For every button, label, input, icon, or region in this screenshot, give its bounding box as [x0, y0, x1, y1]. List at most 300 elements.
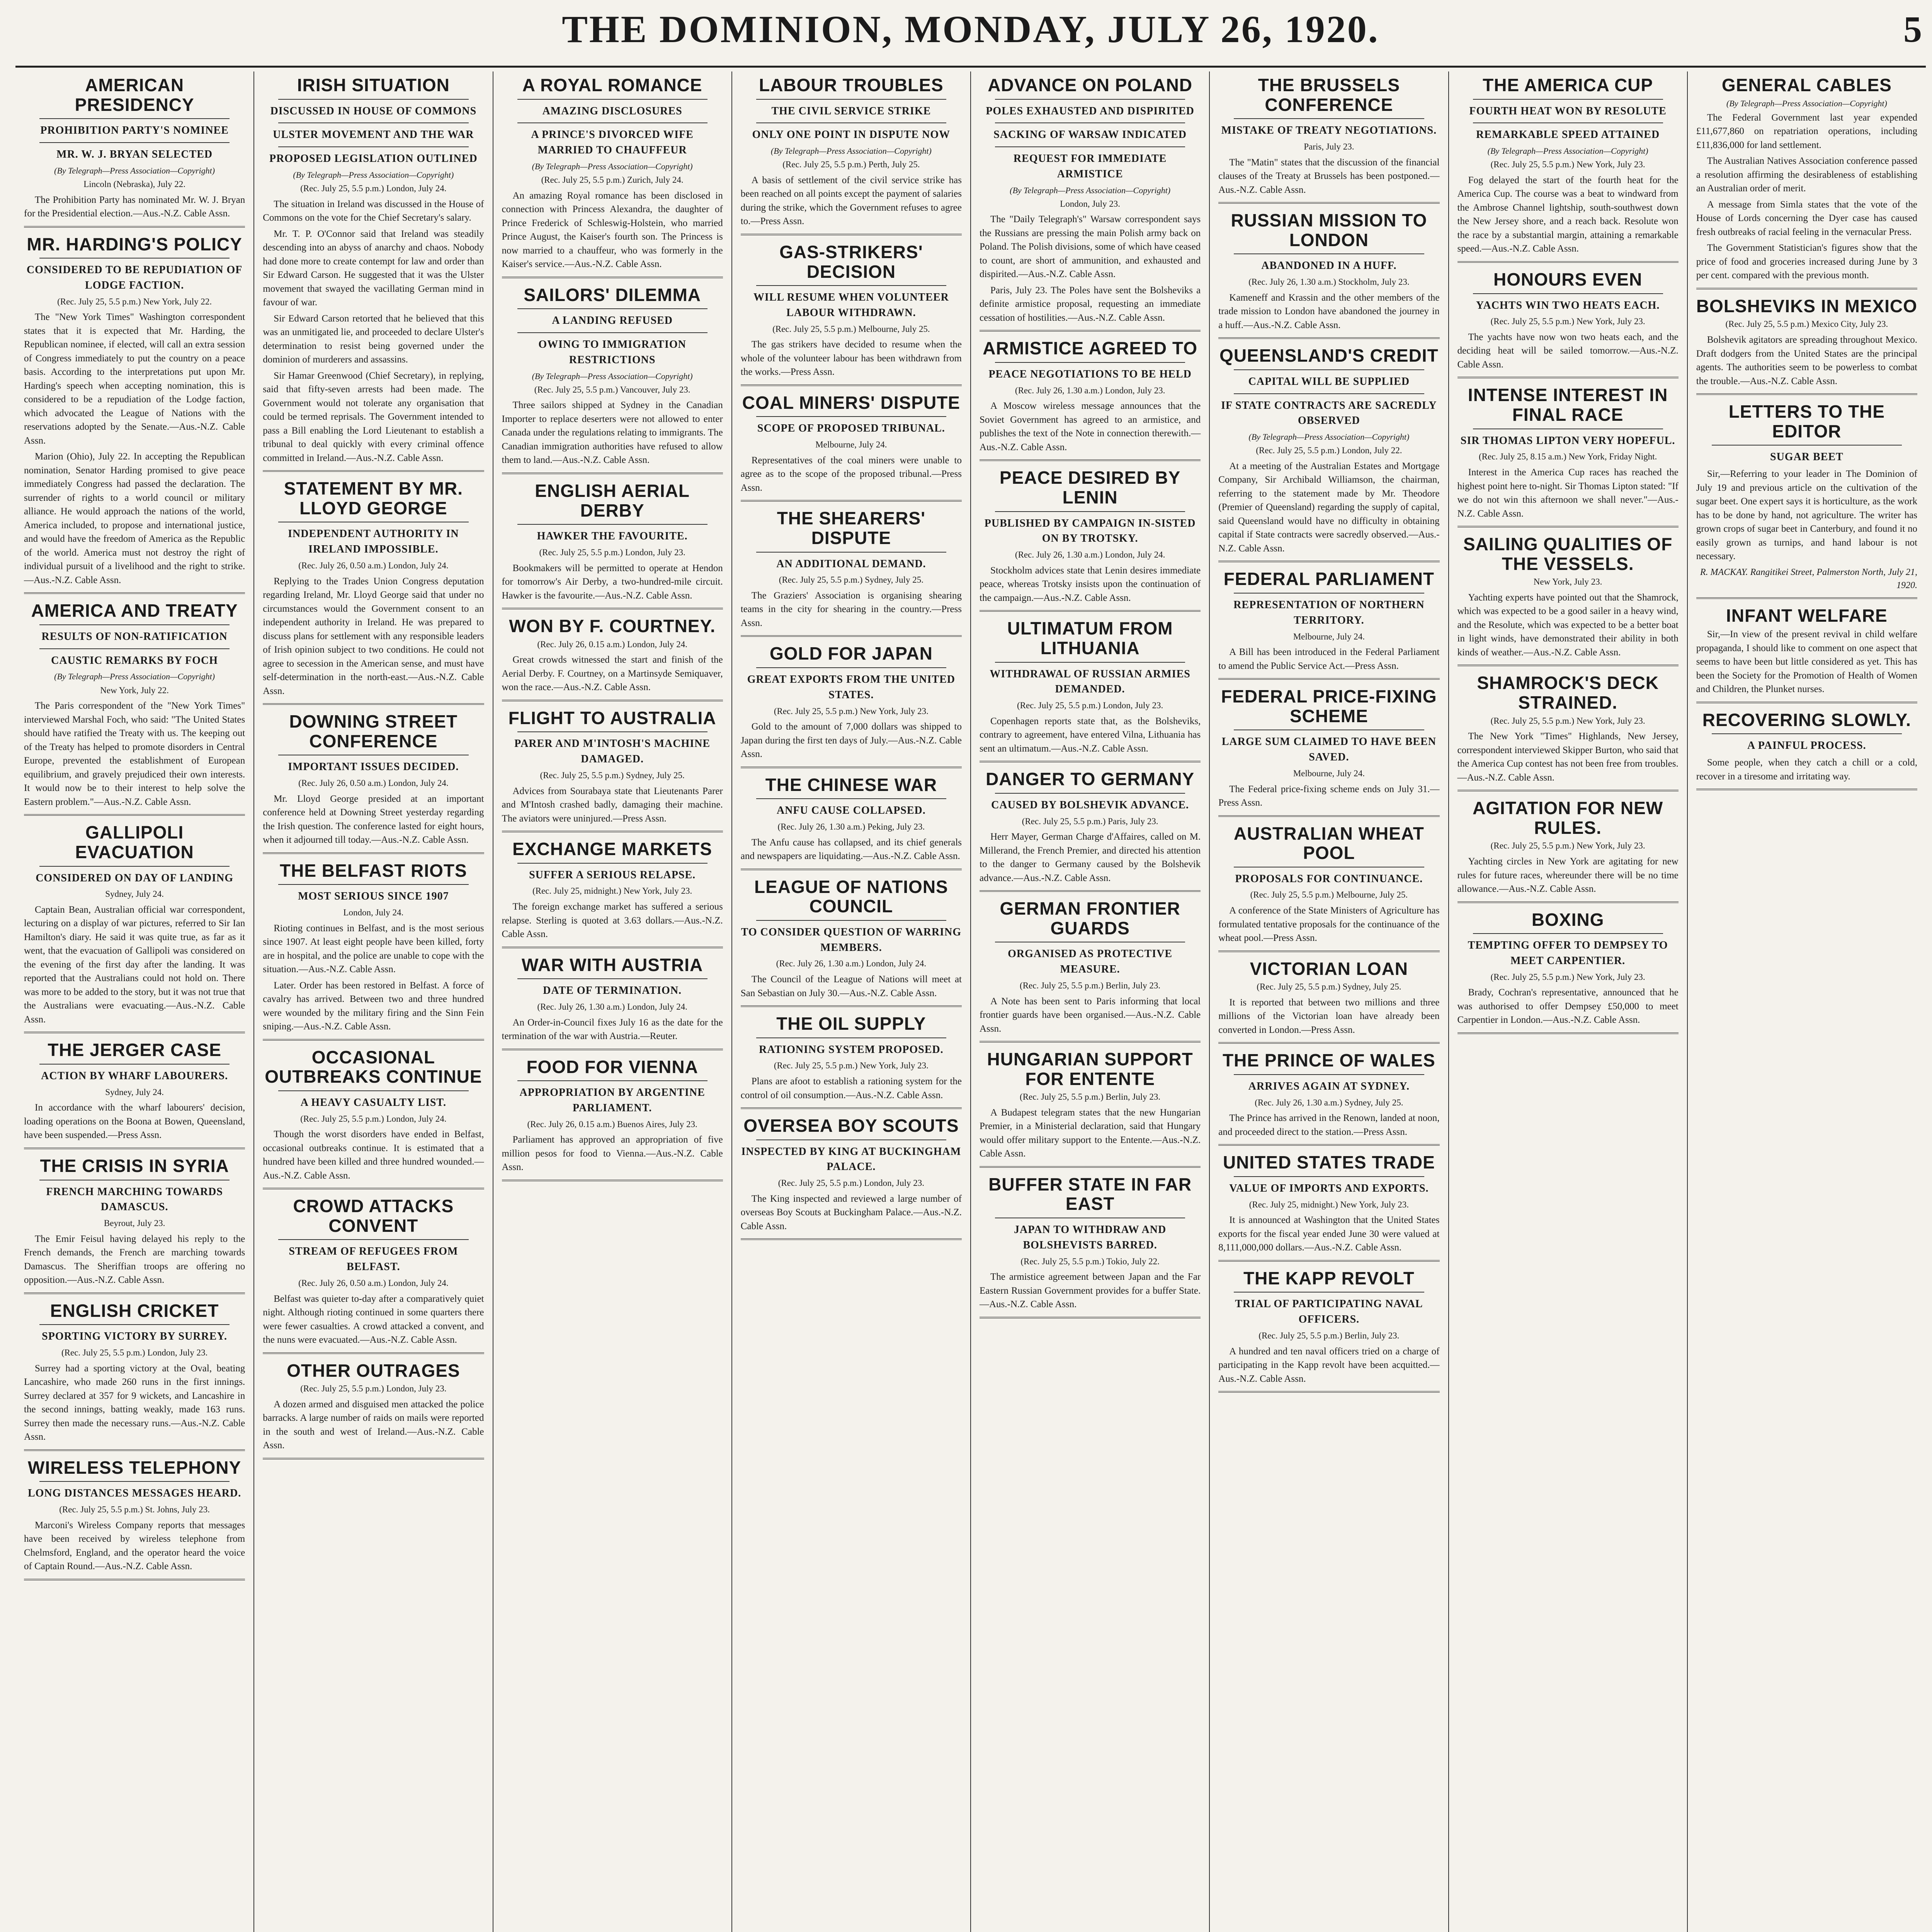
article-source: (By Telegraph—Press Association—Copyright) [1248, 432, 1410, 442]
article-headline: THE BRUSSELS CONFERENCE [1258, 75, 1400, 115]
article-subheading: MISTAKE OF TREATY NEGOTIATIONS. [1221, 124, 1437, 137]
article-headline: FEDERAL PARLIAMENT [1223, 569, 1435, 589]
article-dateline: (Rec. July 25, 5.5 p.m.) London, July 23. [1017, 701, 1163, 711]
article-divider [24, 1579, 245, 1580]
article-dateline: (Rec. July 26, 1.30 a.m.) Peking, July 23. [777, 822, 925, 832]
article-dateline: (Rec. July 25, 5.5 p.m.) Berlin, July 23. [1259, 1330, 1400, 1340]
article-subheading: PROPOSALS FOR CONTINUANCE. [1235, 872, 1423, 885]
article-paragraph: The Federal price-fixing scheme ends on July 31.—Press Assn. [1218, 784, 1440, 808]
article-paragraph: Marion (Ohio), July 22. In accepting the Republican nomination, Senator Harding promised to give peace immediately Congress had passed the declaration. The surrender of rights to a world council or military alliance. He would approach the nations of the world, America included, to propose and international justice, and would have the freedom of America as the Republic of the world. America must not destroy the right of individual pursuit of a livelihood and the right to strike.—Aus.-N.Z. Cable Assn. [24, 451, 245, 585]
article-subheading: INSPECTED BY KING AT BUCKINGHAM PALACE. [741, 1145, 961, 1173]
article-subheading: SPORTING VICTORY BY SURREY. [42, 1330, 228, 1343]
article-dateline: (Rec. July 25, 5.5 p.m.) New York, July 23. [1490, 160, 1645, 170]
article-paragraph: In accordance with the wharf labourers' decision, loading operations on the Boona at Bowen, Queensland, have been suspended.—Press Assn. [24, 1102, 245, 1141]
article-dateline: Melbourne, July 24. [815, 440, 887, 450]
article-divider [1218, 561, 1439, 562]
article-dateline: Lincoln (Nebraska), July 22. [83, 179, 186, 189]
article-source: (By Telegraph—Press Association—Copyright) [532, 161, 693, 171]
article-headline: LETTERS TO THE EDITOR [1728, 401, 1885, 441]
article-headline: AMERICA AND TREATY [31, 600, 238, 621]
article-paragraph: Herr Mayer, German Charge d'Affaires, called on M. Millerand, the French Premier, and directed his attention to the danger to Germany caused by the Bolshevik advance.—Aus.-N.Z. Cable Assn. [980, 832, 1201, 883]
article-divider [263, 1188, 484, 1189]
article-dateline: (Rec. July 26, 1.30 a.m.) Sydney, July 25. [1255, 1097, 1403, 1107]
article-body [1218, 904, 1439, 945]
article-paragraph: A Bill has been introduced in the Federal Parliament to amend the Public Service Act.—Press Assn. [1218, 647, 1440, 671]
article-divider [741, 1005, 962, 1007]
headline-rule [1234, 1292, 1424, 1293]
article-dateline: (Rec. July 25, 5.5 p.m.) New York, July 23. [774, 1061, 929, 1071]
article-subheading: DATE OF TERMINATION. [543, 985, 682, 997]
article-headline: FLIGHT TO AUSTRALIA [508, 707, 716, 728]
article [741, 1014, 962, 1109]
headline-rule [1234, 1074, 1424, 1075]
article-body [24, 1232, 245, 1287]
article-headline: STATEMENT BY MR. LLOYD GEORGE [284, 478, 463, 518]
article-headline: COAL MINERS' DISPUTE [742, 392, 960, 413]
article [1458, 534, 1679, 666]
article [1218, 75, 1439, 204]
headline-rule [39, 1064, 230, 1065]
article [1458, 673, 1679, 791]
article-dateline: (Rec. July 25, 5.5 p.m.) London, July 23. [61, 1348, 208, 1357]
column-8 [1688, 71, 1926, 1932]
article-headline: ADVANCE ON POLAND [988, 75, 1193, 95]
article-paragraph: The Government Statistician's figures show that the price of food and groceries increased during June by 3 per cent. compared with the previous month. [1696, 243, 1917, 281]
article-body [1218, 782, 1439, 810]
article-dateline: (Rec. July 26, 1.30 a.m.) London, July 24. [537, 1002, 687, 1012]
article [980, 1049, 1201, 1168]
article-divider [24, 1449, 245, 1451]
article-source: (By Telegraph—Press Association—Copyright) [1010, 185, 1171, 195]
article-headline: MR. HARDING'S POLICY [27, 234, 242, 254]
article-divider [1218, 951, 1439, 952]
article-headline: OVERSEA BOY SCOUTS [743, 1116, 959, 1136]
article [502, 616, 723, 701]
article-divider [1458, 377, 1679, 378]
article [1218, 959, 1439, 1044]
article-headline: DANGER TO GERMANY [986, 769, 1195, 789]
article-subheading: RATIONING SYSTEM PROPOSED. [759, 1043, 944, 1056]
article-body [1458, 466, 1679, 520]
article-body [741, 720, 962, 761]
article-body [1458, 330, 1679, 372]
article-divider [1218, 202, 1439, 204]
article-subheading: ACTION BY WHARF LABOURERS. [41, 1070, 228, 1082]
headline-rule [1473, 933, 1663, 934]
article-divider [502, 608, 723, 609]
article-divider [1696, 393, 1917, 395]
headline-rule [1234, 1176, 1424, 1177]
article-body [980, 1270, 1201, 1311]
article-paragraph: The Australian Natives Association conference passed a resolution affirming the desirableness of establishing an Australian order of merit. [1696, 156, 1917, 194]
headline-rule [995, 793, 1185, 794]
column-5 [971, 71, 1210, 1932]
article-body [502, 189, 723, 271]
column-1 [15, 71, 254, 1932]
article-body [24, 193, 245, 221]
article-subheading: SACKING OF WARSAW INDICATED [993, 129, 1187, 141]
headline-rule [39, 118, 230, 119]
article-subheading: IF STATE CONTRACTS ARE SACREDLY OBSERVED [1221, 399, 1437, 427]
article-paragraph: Sir,—In view of the present revival in child welfare propaganda, I should like to comment on one aspect that seems to have been but little considered as yet. This has been the Society for the Promotion of Health of Women and Children, the Plunket nurses. [1696, 629, 1917, 695]
article-headline: VICTORIAN LOAN [1250, 958, 1408, 979]
article [1218, 346, 1439, 562]
article [741, 242, 962, 386]
article-dateline: London, July 24. [343, 908, 404, 918]
article-headline: A ROYAL ROMANCE [522, 75, 702, 95]
page-number: 5 [1903, 9, 1922, 50]
article-paragraph: At a meeting of the Australian Estates and Mortgage Company, Sir Archibald Williamson, the chairman, referring to the statement made by Mr. Theodore (Premier of Queensland) regarding the supply of capital, said Queensland would have no difficulty in obtaining capital if State contracts were sacredly observed.—Aus.-N.Z. Cable Assn. [1218, 461, 1440, 554]
article-dateline: (Rec. July 26, 1.30 a.m.) London, July 24. [776, 959, 927, 969]
article-dateline: (Rec. July 26, 0.50 a.m.) London, July 24. [298, 1278, 449, 1288]
article-paragraph: The foreign exchange market has suffered a serious relapse. Sterling is quoted at 3.63 dollars.—Aus.-N.Z. Cable Assn. [502, 901, 723, 940]
article [980, 75, 1201, 332]
article-divider [980, 890, 1201, 892]
article-paragraph: Replying to the Trades Union Congress deputation regarding Ireland, Mr. Lloyd George said that under no circumstances would the Government consent to an independent authority in Ireland. He was prepared to discuss plans for settlement with any responsible leaders of Irish opinion subject to two conditions. He could not agree to secession in the American sense, and must have self-determination in the north-east.—Aus.-N.Z. Cable Assn. [263, 576, 484, 696]
article-subheading: A HEAVY CASUALTY LIST. [300, 1096, 447, 1109]
article-body [1696, 333, 1917, 388]
article-subheading: REMARKABLE SPEED ATTAINED [1476, 129, 1660, 141]
article-dateline: (Rec. July 25, 5.5 p.m.) Berlin, July 23. [1020, 1092, 1161, 1102]
article-headline: INFANT WELFARE [1726, 605, 1888, 626]
article [502, 1057, 723, 1181]
article-paragraph: Later. Order has been restored in Belfast. A force of cavalry has arrived. Between two and three hundred were wounded by the military firing and the Sinn Fein sniping.—Aus.-N.Z. Cable Assn. [263, 980, 484, 1032]
headline-rule [1234, 393, 1424, 394]
article-subheading: YACHTS WIN TWO HEATS EACH. [1476, 299, 1660, 311]
article-subheading: HAWKER THE FAVOURITE. [537, 530, 688, 543]
article [741, 509, 962, 637]
article [1696, 402, 1917, 599]
article-paragraph: Kameneff and Krassin and the other members of the trade mission to London have abandoned the journey in a huff.—Aus.-N.Z. Cable Assn. [1218, 292, 1440, 330]
article-source: (By Telegraph—Press Association—Copyright) [293, 170, 454, 180]
article-subheading: PUBLISHED BY CAMPAIGN IN-SISTED ON BY TROTSKY. [984, 517, 1196, 545]
article-dateline: (Rec. July 25, 5.5 p.m.) Sydney, July 25. [1257, 982, 1401, 992]
article-subheading: CONSIDERED TO BE REPUDIATION OF LODGE FACTION. [26, 264, 243, 291]
article-headline: LEAGUE OF NATIONS COUNCIL [754, 876, 948, 917]
article [502, 839, 723, 948]
article-headline: HUNGARIAN SUPPORT FOR ENTENTE [987, 1049, 1193, 1089]
article-body [741, 454, 962, 495]
headline-rule [1712, 445, 1902, 446]
article-paragraph: A dozen armed and disguised men attacked the police barracks. A large number of raids on mails were reported in the south and west of Ireland.—Aus.-N.Z. Cable Assn. [263, 1399, 484, 1451]
article-divider [502, 1049, 723, 1050]
article-body [1696, 111, 1917, 282]
article-headline: WON BY F. COURTNEY. [509, 616, 716, 636]
article-divider [502, 1180, 723, 1181]
article-subheading: THE CIVIL SERVICE STRIKE [771, 105, 931, 117]
article-body [1458, 730, 1679, 784]
headline-rule [756, 920, 946, 921]
article-divider [263, 852, 484, 854]
article [980, 619, 1201, 762]
article-divider [1218, 1260, 1439, 1262]
article [1218, 687, 1439, 816]
article-headline: RUSSIAN MISSION TO LONDON [1231, 210, 1427, 250]
article [24, 75, 245, 228]
article-subheading: SUFFER A SERIOUS RELAPSE. [529, 869, 696, 881]
article-headline: WIRELESS TELEPHONY [28, 1457, 242, 1478]
article-paragraph: An amazing Royal romance has been disclosed in connection with Princess Alexandra, the daughter of Prince Frederick of Schleswig-Holstein, who married Prince August, the Kaiser's fourth son. The Princess is now married to a chauffeur, who was formerly in the Kaiser's service.—Aus.-N.Z. Cable Assn. [502, 190, 723, 270]
article-headline: OCCASIONAL OUTBREAKS CONTINUE [265, 1047, 482, 1087]
article-paragraph: A hundred and ten naval officers tried on a charge of participating in the Kapp revolt have been acquitted.—Aus.-N.Z. Cable Assn. [1218, 1346, 1440, 1384]
article-paragraph: The "Matin" states that the discussion of the financial clauses of the Treaty at Brussels has been postponed.—Aus.-N.Z. Cable Assn. [1218, 157, 1440, 195]
article-divider [1696, 702, 1917, 703]
column-4 [732, 71, 971, 1932]
article [24, 823, 245, 1033]
article-dateline: (Rec. July 25, 5.5 p.m.) New York, July 23. [1490, 841, 1645, 851]
article-body [263, 197, 484, 465]
article-paragraph: A Budapest telegram states that the new Hungarian Premier, in a Ministerial declaration, said that Hungary would offer military support to the Entente.—Aus.-N.Z. Cable Assn. [980, 1107, 1201, 1159]
article-body [1696, 756, 1917, 783]
article [263, 1196, 484, 1354]
article-dateline: (Rec. July 25, 5.5 p.m.) Vancouver, July 23. [534, 384, 690, 395]
headline-rule [995, 362, 1185, 363]
headline-rule [278, 146, 468, 147]
article-divider [1458, 790, 1679, 791]
headline-rule [756, 285, 946, 286]
article-divider [263, 470, 484, 472]
article-headline: PEACE DESIRED BY LENIN [999, 468, 1181, 508]
headline-rule [1234, 118, 1424, 119]
article-dateline: New York, July 22. [100, 685, 169, 695]
article-body [1458, 591, 1679, 660]
headline-rule [1473, 99, 1663, 100]
article-paragraph: The Graziers' Association is organising shearing teams in the city for shearing in the country.—Press Assn. [740, 590, 962, 628]
article-paragraph: Three sailors shipped at Sydney in the Canadian Importer to replace deserters were not allowed to enter Canada under the regulations relating to immigrants. The Canadian immigration authorities have refused to allow them to land.—Aus.-N.Z. Cable Assn. [502, 400, 723, 466]
headline-rule [1234, 253, 1424, 254]
article-headline: ARMISTICE AGREED TO [983, 338, 1197, 359]
article [502, 708, 723, 832]
headline-rule [39, 648, 230, 649]
headline-rule [278, 1239, 468, 1240]
newspaper-columns [15, 71, 1926, 1932]
article-headline: GENERAL CABLES [1721, 75, 1892, 95]
article-paragraph: The armistice agreement between Japan and the Far Eastern Russian Government provides for a buffer State.—Aus.-N.Z. Cable Assn. [980, 1272, 1201, 1310]
article-subheading: ONLY ONE POINT IN DISPUTE NOW [752, 129, 951, 141]
article-body [741, 836, 962, 863]
headline-rule [517, 1080, 707, 1081]
article-paragraph: The yachts have now won two heats each, and the deciding heat will be sailed tomorrow.—Aus.-N.Z. Cable Assn. [1457, 332, 1679, 370]
article-divider [980, 610, 1201, 612]
article-body [741, 338, 962, 379]
article [24, 235, 245, 594]
newspaper-title: THE DOMINION, MONDAY, JULY 26, 1920. [562, 8, 1379, 51]
article-paragraph: The "New York Times" Washington correspondent states that it is expected that Mr. Harding, the Republican nominee, if elected, will call an extra session of Congress immediately to put the country on a peace basis. According to the interpretations put upon Mr. Harding's speech when accepting nomination, this is considered to be a repudiation of the Lodge faction, which advocated the League of Nations with the reservations adopted by the Senate.—Aus.-N.Z. Cable Assn. [24, 312, 245, 446]
article-subheading: PROPOSED LEGISLATION OUTLINED [269, 153, 478, 165]
article-subheading: RESULTS OF NON-RATIFICATION [41, 630, 228, 643]
article-headline: AGITATION FOR NEW RULES. [1473, 798, 1663, 838]
article-headline: THE SHEARERS' DISPUTE [777, 508, 926, 548]
article-headline: FOOD FOR VIENNA [526, 1056, 698, 1077]
article-dateline: (Rec. July 25, 5.5 p.m.) New York, July 22. [57, 296, 212, 306]
headline-rule [517, 332, 707, 333]
article [24, 1156, 245, 1294]
article-paragraph: It is announced at Washington that the United States exports for the fiscal year ended June 30 were valued at 8,111,000,000 dollars.—Aus.-N.Z. Cable Assn. [1218, 1215, 1440, 1253]
article-dateline: (Rec. July 25, 5.5 p.m.) Sydney, July 25. [540, 770, 685, 780]
article-subheading: JAPAN TO WITHDRAW AND BOLSHEVISTS BARRED. [1014, 1224, 1167, 1251]
article-divider [1458, 261, 1679, 263]
article-divider [502, 277, 723, 278]
article-divider [263, 703, 484, 705]
article-headline: THE OIL SUPPLY [776, 1014, 926, 1034]
article-dateline: (Rec. July 25, 5.5 p.m.) Zurich, July 24. [541, 175, 684, 185]
article-subheading: REPRESENTATION OF NORTHERN TERRITORY. [1233, 599, 1425, 626]
article-paragraph: Representatives of the coal miners were unable to agree as to the scope of the proposed tribunal.—Press Assn. [740, 455, 962, 493]
article-divider [980, 761, 1201, 762]
article-paragraph: Yachting experts have pointed out that the Shamrock, which was expected to be a good sailer in a heavy wind, and the Resolute, which was expected to be a better boat in light winds, have demonstrated their ability in both kinds of weather.—Aus.-N.Z. Cable Assn. [1457, 592, 1679, 658]
article-paragraph: Yachting circles in New York are agitating for new rules for future races, whereunder there will be no time allowance.—Aus.-N.Z. Cable Assn. [1457, 856, 1679, 895]
article-body [741, 173, 962, 228]
article-paragraph: Gold to the amount of 7,000 dollars was shipped to Japan during the first ten days of July.—Aus.-N.Z. Cable Assn. [740, 721, 962, 760]
article-headline: AMERICAN PRESIDENCY [75, 75, 194, 115]
article-headline: SHAMROCK'S DECK STRAINED. [1477, 673, 1659, 713]
article-body [24, 699, 245, 809]
article-headline: WAR WITH AUSTRIA [522, 954, 703, 975]
article-dateline: (Rec. July 25, 5.5 p.m.) New York, July 23. [1490, 972, 1645, 982]
article [980, 899, 1201, 1043]
article-body [980, 714, 1201, 756]
article-paragraph: The Council of the League of Nations will meet at San Sebastian on July 30.—Aus.-N.Z. Cable Assn. [740, 974, 962, 998]
article-paragraph: Interest in the America Cup races has reached the highest point here to-night. Sir Thomas Lipton stated: "If we do not win this afternoon we shall never."—Aus.-N.Z. Cable Assn. [1457, 467, 1679, 519]
headline-rule [517, 731, 707, 732]
article-body [502, 1133, 723, 1174]
article-divider [1458, 665, 1679, 666]
article-divider [502, 831, 723, 832]
article-divider [741, 767, 962, 768]
article-body [263, 1128, 484, 1182]
article-headline: RECOVERING SLOWLY. [1702, 709, 1911, 730]
article-paragraph: Brady, Cochran's representative, announced that he was authorised to offer Dempsey £50,000 to meet Carpentier in London.—Aus.-N.Z. Cable Assn. [1457, 987, 1679, 1026]
article-subheading: GREAT EXPORTS FROM THE UNITED STATES. [747, 673, 956, 701]
article-body [1218, 1345, 1439, 1386]
article-body [980, 830, 1201, 885]
headline-rule [1473, 293, 1663, 294]
article-paragraph: Bolshevik agitators are spreading throughout Mexico. Draft dodgers from the United States are the principal agents. The authorities seem to be powerless to combat the trouble.—Aus.-N.Z. Cable Assn. [1696, 335, 1917, 386]
article-body [980, 213, 1201, 325]
headline-rule [756, 667, 946, 668]
article-headline: THE CRISIS IN SYRIA [40, 1155, 229, 1176]
article-dateline: Melbourne, July 24. [1293, 768, 1365, 778]
article-divider [1218, 337, 1439, 339]
article-body [741, 1192, 962, 1233]
article-headline: AUSTRALIAN WHEAT POOL [1233, 823, 1424, 863]
article-divider [263, 1458, 484, 1459]
article-divider [1696, 789, 1917, 790]
article-body [1218, 645, 1439, 673]
article-subheading: SIR THOMAS LIPTON VERY HOPEFUL. [1460, 434, 1675, 447]
article-headline: EXCHANGE MARKETS [512, 839, 713, 859]
article-body [1218, 1213, 1439, 1255]
article-paragraph: Sir Hamar Greenwood (Chief Secretary), in replying, said that fifty-seven arrests had been made. The Government would not tolerate any organisation that could be termed reprisals. The Government intended to pass a Bill enabling the Lord Lieutenant to establish a tribunal to deal quickly with every criminal offence committed in Ireland.—Aus.-N.Z. Cable Assn. [263, 370, 484, 463]
article-subheading: MR. W. J. BRYAN SELECTED [56, 148, 213, 160]
article-divider [502, 473, 723, 474]
article-body [1218, 459, 1439, 556]
article-body [1696, 628, 1917, 696]
article-subheading: STREAM OF REFUGEES FROM BELFAST. [289, 1245, 458, 1273]
article-subheading: ARRIVES AGAIN AT SYDNEY. [1248, 1080, 1410, 1092]
article-headline: GERMAN FRONTIER GUARDS [1000, 898, 1180, 938]
article [1696, 606, 1917, 703]
article-dateline: (Rec. July 25, 5.5 p.m.) Melbourne, July 25. [772, 324, 930, 334]
article-subheading: PARER AND M'INTOSH'S MACHINE DAMAGED. [514, 738, 711, 765]
article [741, 644, 962, 768]
headline-rule [756, 99, 946, 100]
article [502, 75, 723, 278]
article-divider [24, 1032, 245, 1033]
article-headline: SAILORS' DILEMMA [524, 284, 701, 305]
article-paragraph: The Anfu cause has collapsed, and its chief generals and newspapers are liquidating.—Aus.-N.Z. Cable Assn. [740, 837, 962, 862]
article-dateline: (Rec. July 25, 5.5 p.m.) London, July 24. [300, 1114, 447, 1124]
article-dateline: (Rec. July 26, 1.30 a.m.) London, July 23. [1015, 385, 1165, 395]
article-body [24, 1519, 245, 1573]
article [1218, 569, 1439, 680]
article-paragraph: An Order-in-Council fixes July 16 as the date for the termination of the war with Austria.—Reuter. [502, 1017, 723, 1042]
headline-rule [517, 99, 707, 100]
article-subheading: TO CONSIDER QUESTION OF WARRING MEMBERS. [741, 926, 962, 954]
article-divider [24, 1148, 245, 1149]
article [263, 1361, 484, 1459]
headline-rule [756, 1139, 946, 1140]
article-headline: FEDERAL PRICE-FIXING SCHEME [1221, 686, 1437, 726]
article-body [263, 1292, 484, 1347]
article-source: (By Telegraph—Press Association—Copyright) [1726, 98, 1887, 108]
article-body [502, 784, 723, 826]
headline-rule [39, 1324, 230, 1325]
article-headline: BOLSHEVIKS IN MEXICO [1696, 296, 1917, 316]
article-divider [1218, 678, 1439, 680]
article-body [263, 575, 484, 698]
article-dateline: (Rec. July 25, 5.5 p.m.) London, July 24. [300, 184, 447, 194]
article-subheading: ABANDONED IN A HUFF. [1261, 260, 1397, 272]
article-divider [741, 635, 962, 637]
article [502, 955, 723, 1050]
article-paragraph: The Prohibition Party has nominated Mr. W. J. Bryan for the Presidential election.—Aus.-N.Z. Cable Assn. [24, 194, 245, 219]
article-paragraph: Sir Edward Carson retorted that he believed that this was an unmitigated lie, and proceeded to declare Ulster's determination to resist being governed under the dominion of murderers and assassins. [263, 313, 484, 365]
article [1458, 75, 1679, 263]
article [1218, 1269, 1439, 1393]
headline-rule [995, 146, 1185, 147]
article-paragraph: Surrey had a sporting victory at the Oval, beating Lancashire, who made 260 runs in the first innings. Surrey declared at 357 for 9 wickets, and Lancashire in the second innings, batting weakly, made 163 runs. Surrey then made the necessary runs.—Aus.-N.Z. Cable Assn. [24, 1363, 245, 1442]
article-subheading: TEMPTING OFFER TO DEMPSEY TO MEET CARPENTIER. [1468, 939, 1668, 967]
article-paragraph: The King inspected and reviewed a large number of overseas Boy Scouts at Buckingham Palace.—Aus.-N.Z. Cable Assn. [740, 1193, 962, 1231]
article-subheading: AMAZING DISCLOSURES [542, 105, 682, 117]
article-dateline: Beyrout, July 23. [104, 1218, 165, 1228]
article-subheading: SUGAR BEET [1770, 451, 1844, 463]
article-divider [24, 592, 245, 594]
article-paragraph: Belfast was quieter to-day after a comparatively quiet night. Although rioting continued in some quarters there were fewer casualties. A crowd attacked a convent, and the nuns were evacuated.—Aus.-N.Z. Cable Assn. [263, 1293, 484, 1345]
article-body [1458, 173, 1679, 256]
article-paragraph: The New York "Times" Highlands, New Jersey, correspondent interviewed Skipper Burton, who said that the America Cup contest has not been free from troubles.—Aus.-N.Z. Cable Assn. [1457, 731, 1679, 783]
article-dateline: (Rec. July 25, 5.5 p.m.) Berlin, July 23. [1020, 980, 1161, 990]
article-body [263, 792, 484, 847]
article-divider [502, 947, 723, 948]
article-subheading: WITHDRAWAL OF RUSSIAN ARMIES DEMANDED. [990, 668, 1190, 696]
article-source: (By Telegraph—Press Association—Copyright) [54, 165, 215, 175]
article-subheading: OWING TO IMMIGRATION RESTRICTIONS [538, 338, 686, 366]
article-source: (By Telegraph—Press Association—Copyright) [54, 672, 215, 682]
headline-rule [1234, 369, 1424, 370]
article-dateline: (Rec. July 25, 5.5 p.m.) Mexico City, July 23. [1725, 319, 1888, 329]
article-subheading: WILL RESUME WHEN VOLUNTEER LABOUR WITHDRAWN. [753, 291, 949, 319]
article-subheading: IMPORTANT ISSUES DECIDED. [288, 761, 459, 773]
article-headline: CROWD ATTACKS CONVENT [293, 1196, 454, 1236]
article-headline: BUFFER STATE IN FAR EAST [988, 1174, 1192, 1214]
article-paragraph: Marconi's Wireless Company reports that messages have been received by wireless telephone from Chelmsford, England, and the operator heard the voice of Captain Round.—Aus.-N.Z. Cable Assn. [24, 1520, 245, 1572]
headline-rule [756, 122, 946, 123]
article-body [1458, 986, 1679, 1027]
article-headline: THE CHINESE WAR [765, 774, 937, 795]
article-body [263, 1398, 484, 1452]
